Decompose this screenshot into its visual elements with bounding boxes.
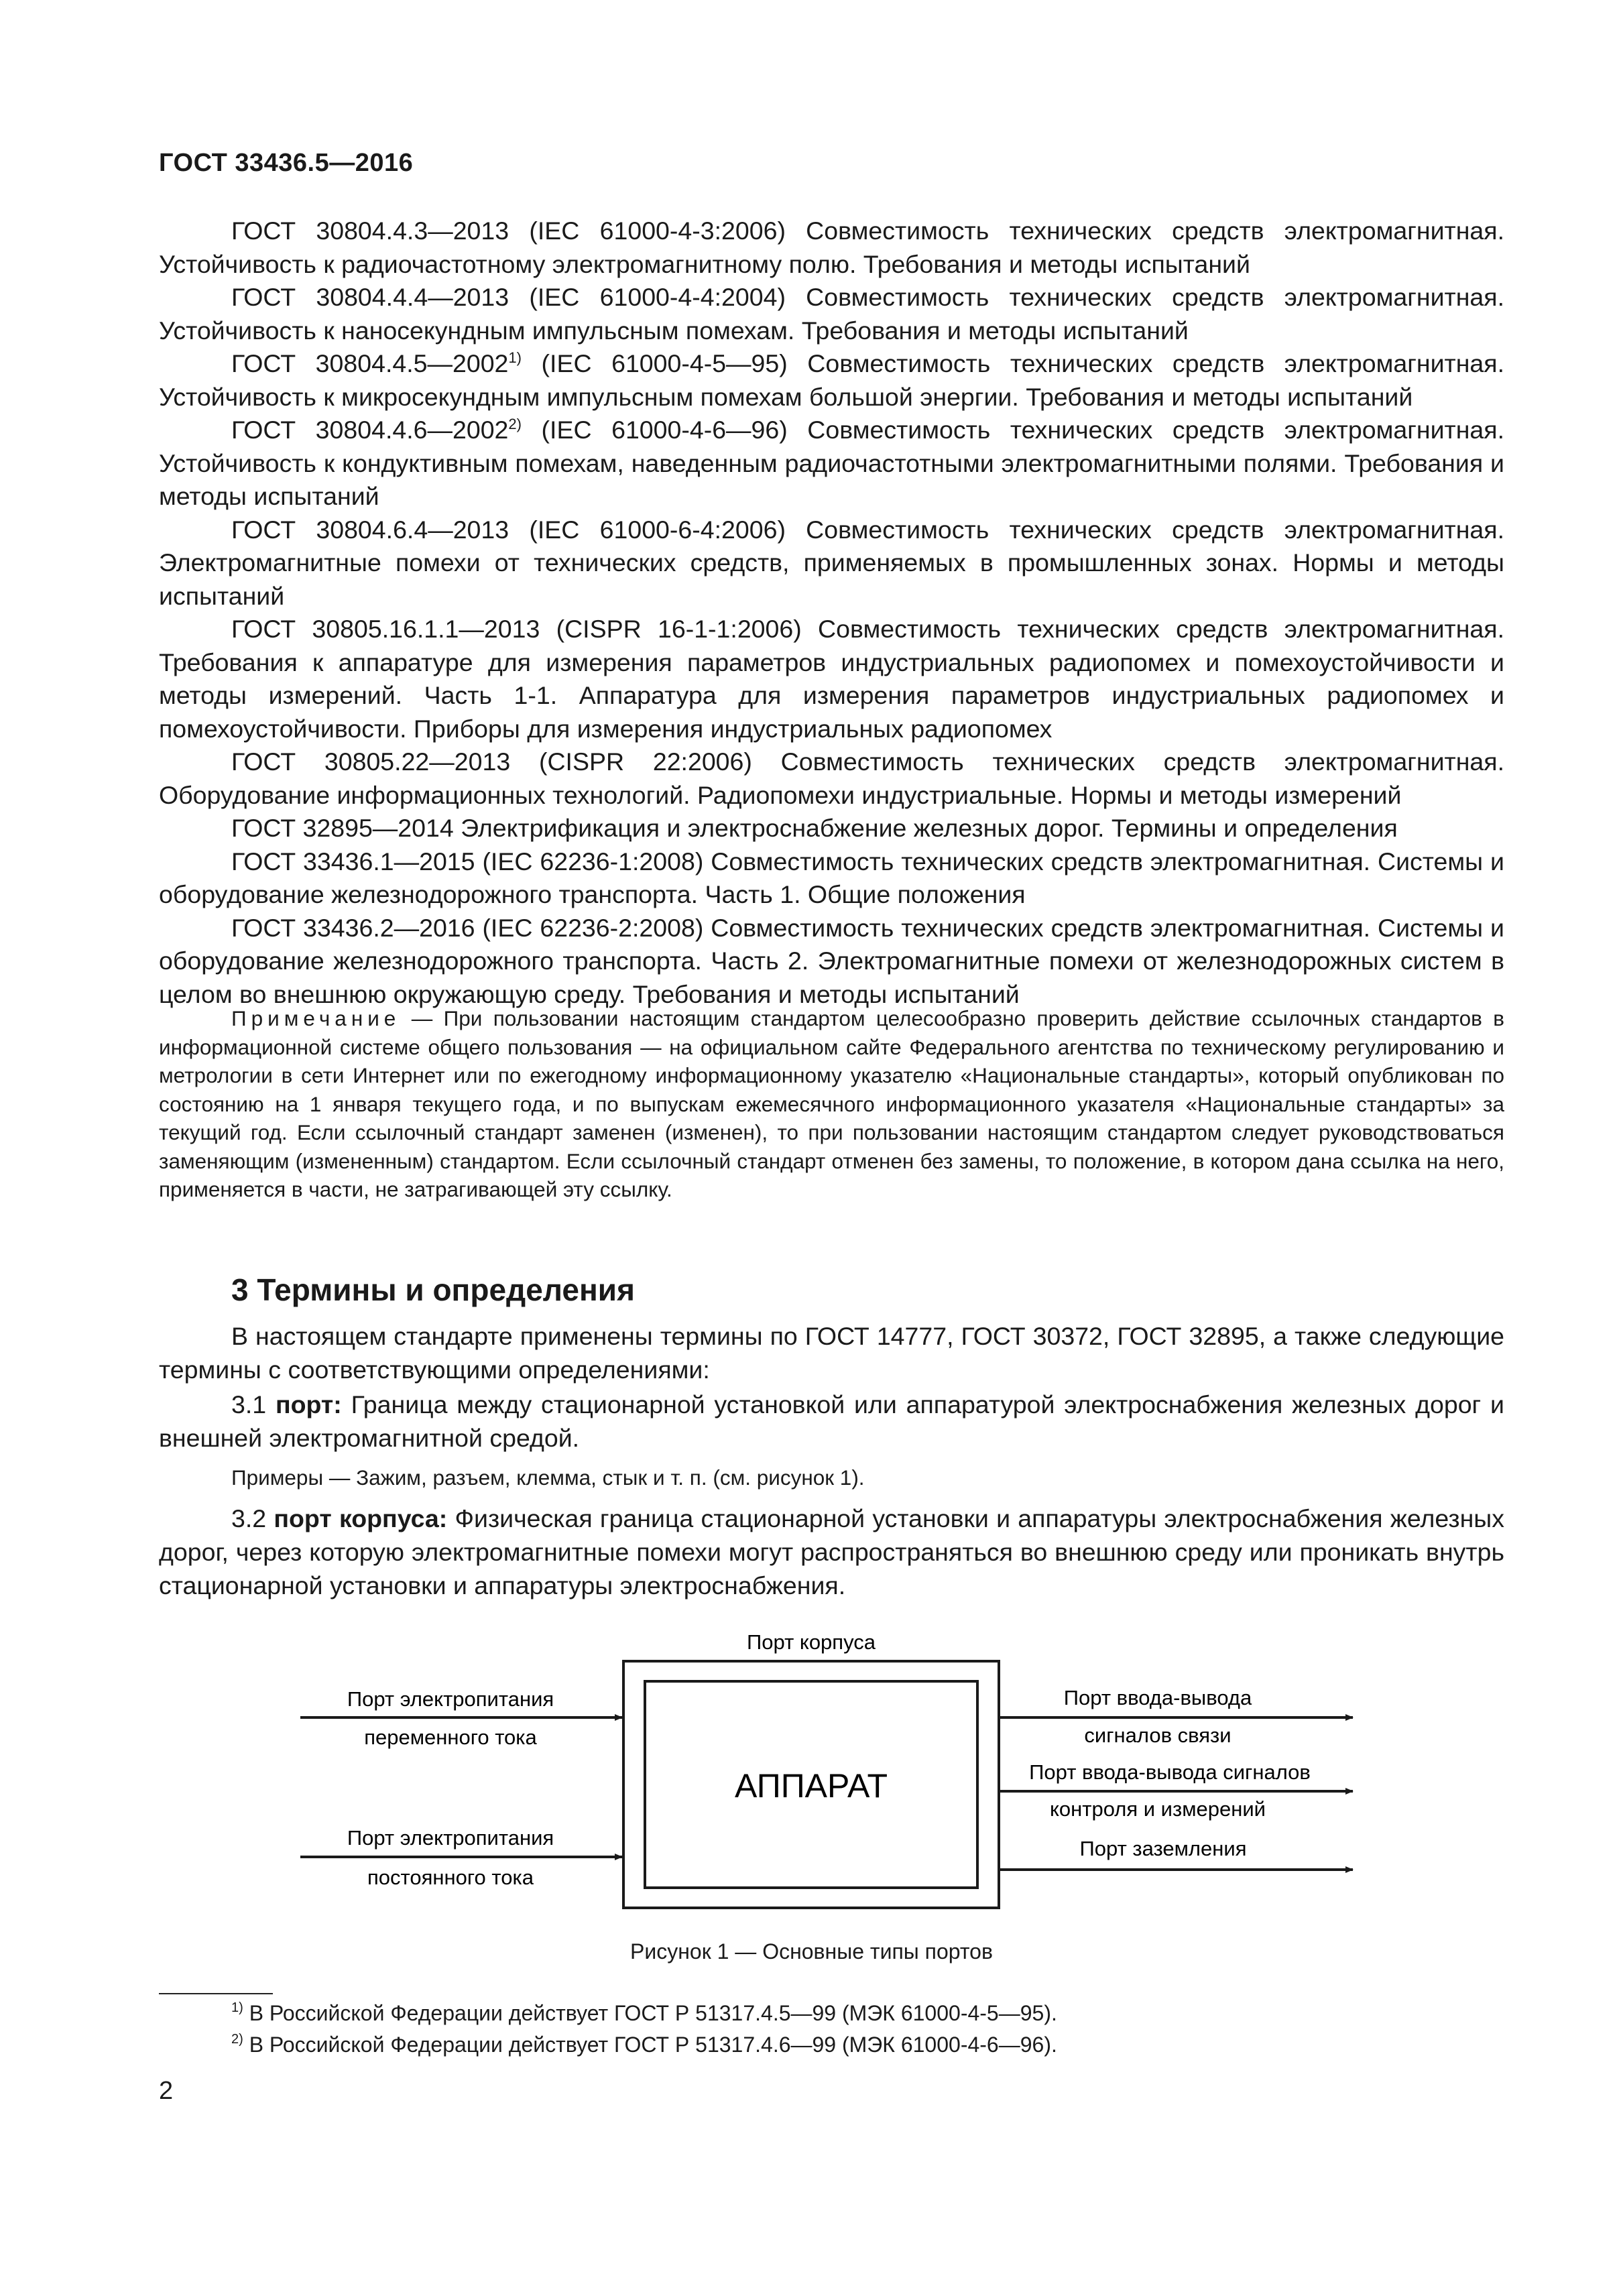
comm-io-port-label-1: Порт ввода-вывода — [1063, 1686, 1252, 1709]
ac-power-port-label-1: Порт электропитания — [347, 1687, 554, 1711]
enclosure-port-label: Порт корпуса — [747, 1630, 876, 1654]
reference-title: (IEC 62236-1:2008) Совместимость технических средств электромагнитная. Системы и оборудование железнодорожного транспорта. Часть 1. Общие положения — [159, 847, 1504, 908]
reference-title: (CISPR 22:2006) Совместимость технических средств электромагнитная. Оборудование информационных технологий. Радиопомехи индустриальные. Нормы и методы измерений — [159, 747, 1504, 809]
footnote-mark: 2) — [231, 2032, 243, 2047]
reference-code: ГОСТ 30804.4.6—2002 — [231, 416, 509, 444]
term-number: 3.1 — [231, 1390, 276, 1418]
section-title: 3 Термины и определения — [231, 1272, 635, 1307]
footnote-ref: 2) — [508, 416, 522, 432]
note-label: Примечание — [231, 1006, 401, 1030]
reference-code: ГОСТ 30804.6.4—2013 — [231, 515, 509, 544]
reference-code: ГОСТ 30805.22—2013 — [231, 747, 511, 776]
term-number: 3.2 — [231, 1504, 274, 1532]
page-number: 2 — [159, 2077, 174, 2105]
term-definition: Физическая граница стационарной установки и аппаратуры электроснабжения железных дорог, через которую электромагнитные помехи могут распространяться во внешнюю среду или проникать внутрь стационарной установки и аппаратуры электроснабжения. — [159, 1504, 1504, 1599]
reference-title: (IEC 62236-2:2008) Совместимость технических средств электромагнитная. Системы и оборудование железнодорожного транспорта. Часть 2. Электромагнитные помехи от железнодорожных систем в целом во внешнюю окружающую среду. Требования и методы испытаний — [159, 913, 1504, 1008]
reference-code: ГОСТ 33436.1—2015 — [231, 847, 475, 875]
intro-paragraph: В настоящем стандарте применены термины по ГОСТ 14777, ГОСТ 30372, ГОСТ 32895, а также следующие термины с соответствующими определениями: — [159, 1322, 1504, 1384]
note-text: — При пользовании настоящим стандартом целесообразно проверить действие ссылочных стандартов в информационной системе общего пользования — на официальном сайте Федерального агентства по техническому регулированию и метрологии в сети Интернет или по ежегодному информационному указателю «Национальные стандарты», который опубликован по состоянию на 1 января текущего года, и по выпускам ежемесячного информационного указателя «Национальные стандарты» за текущий год. Если ссылочный стандарт заменен (изменен), то при пользовании настоящим стандартом следует руководствоваться заменяющим (измененным) стандартом. Если ссылочный стандарт отменен без замены, то положение, в котором дана ссылка на него, применяется в части, не затрагивающей эту ссылку. — [159, 1006, 1504, 1201]
footnote-text: В Российской Федерации действует ГОСТ Р 51317.4.5—99 (МЭК 61000-4-5—95). — [243, 2001, 1057, 2025]
reference-title: (IEC 61000-4-3:2006) Совместимость технических средств электромагнитная. Устойчивость к радиочастотному электромагнитному полю. Требования и методы испытаний — [159, 217, 1505, 278]
footnote-ref: 1) — [508, 349, 522, 366]
term-example: Примеры — Зажим, разъем, клемма, стык и т. п. (см. рисунок 1). — [231, 1465, 865, 1490]
figure-caption: Рисунок 1 — Основные типы портов — [630, 1939, 993, 1963]
comm-io-port-label-2: сигналов связи — [1084, 1724, 1231, 1747]
document-header-code: ГОСТ 33436.5—2016 — [159, 149, 414, 177]
footnote-2 — [231, 2031, 1057, 2059]
dc-power-port-label-2: постоянного тока — [367, 1866, 534, 1889]
footnote-text: В Российской Федерации действует ГОСТ Р 51317.4.6—99 (МЭК 61000-4-6—96). — [243, 2033, 1057, 2057]
reference-title: (IEC 61000-4-6—96) Совместимость технических средств электромагнитная. Устойчивость к кондуктивным помехам, наведенным радиочастотными электромагнитными полями. Требования и методы испытаний — [159, 416, 1505, 510]
ac-power-port-label-2: переменного тока — [364, 1726, 537, 1749]
control-io-port-label-1: Порт ввода-вывода сигналов — [1029, 1760, 1311, 1784]
earth-port-label: Порт заземления — [1079, 1837, 1247, 1860]
dc-power-port-label-1: Порт электропитания — [347, 1826, 554, 1850]
reference-code: ГОСТ 30804.4.5—2002 — [231, 349, 509, 377]
reference-title: (IEC 61000-6-4:2006) Совместимость технических средств электромагнитная. Электромагнитные помехи от технических средств, применяемых в промышленных зонах. Нормы и методы испытаний — [159, 515, 1505, 610]
footnote-divider — [159, 1993, 273, 1994]
reference-code: ГОСТ 30804.4.3—2013 — [231, 217, 509, 245]
footnote-mark: 1) — [231, 2000, 243, 2015]
reference-code: ГОСТ 30804.4.4—2013 — [231, 283, 509, 311]
reference-title: (IEC 61000-4-5—95) Совместимость технических средств электромагнитная. Устойчивость к микросекундным импульсным помехам большой энергии. Требования и методы испытаний — [159, 349, 1505, 411]
term-name: порт: — [275, 1390, 342, 1418]
reference-code: ГОСТ 33436.2—2016 — [231, 913, 475, 942]
reference-title: (IEC 61000-4-4:2004) Совместимость технических средств электромагнитная. Устойчивость к наносекундным импульсным помехам. Требования и методы испытаний — [159, 283, 1505, 345]
footnote-1 — [231, 1999, 1057, 2027]
term-definition: Граница между стационарной установкой или аппаратурой электроснабжения железных дорог и внешней электромагнитной средой. — [159, 1390, 1504, 1452]
reference-title: Электрификация и электроснабжение железных дорог. Термины и определения — [453, 814, 1398, 842]
reference-title: (CISPR 16-1-1:2006) Совместимость технических средств электромагнитная. Требования к аппаратуре для измерения параметров индустриальных радиопомех и помехоустойчивости и методы измерений. Часть 1-1. Аппаратура для измерения параметров индустриальных радиопомех и помехоустойчивости. Приборы для измерения индустриальных радиопомех — [159, 615, 1504, 743]
apparatus-label: АППАРАТ — [734, 1767, 888, 1805]
reference-code: ГОСТ 30805.16.1.1—2013 — [231, 615, 540, 643]
control-io-port-label-2: контроля и измерений — [1049, 1797, 1266, 1821]
term-name: порт корпуса: — [274, 1504, 448, 1532]
reference-code: ГОСТ 32895—2014 — [231, 814, 454, 842]
